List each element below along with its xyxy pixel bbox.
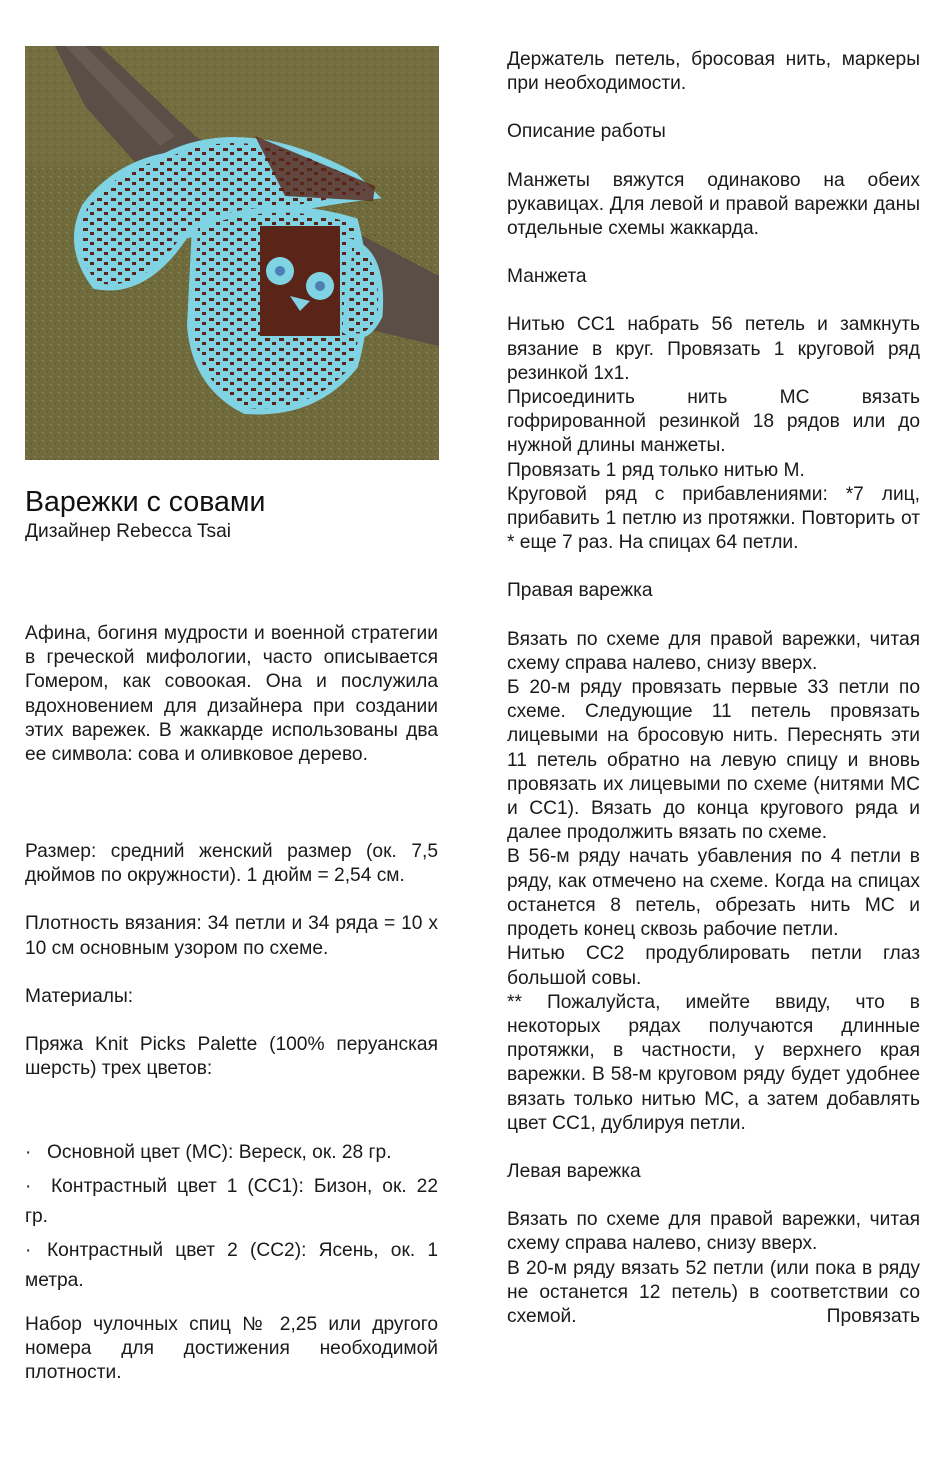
right-mitten-step: В 56-м ряду начать убавления по 4 петли в ряду, как отмечено на схеме. Когда на спицах останется 8 петель, обрезать нить МС и продеть конец сквозь рабочие петли.	[507, 846, 920, 941]
yarn-paragraph: Пряжа Knit Picks Palette (100% перуанская шерсть) трех цветов:	[25, 1034, 438, 1080]
cuff-step: Присоединить нить МС вязать гофрированной резинкой 18 рядов или до нужной длины манжеты.	[507, 387, 920, 457]
left-mitten-instructions	[507, 1208, 920, 1329]
cuff-instructions	[507, 313, 920, 555]
color-item-mc: · Основной цвет (МС): Вереск, ок. 28 гр.	[25, 1138, 438, 1168]
cuff-heading: Манжета	[507, 266, 587, 288]
needles-section	[25, 1313, 438, 1386]
color-list	[25, 1138, 438, 1296]
materials-heading: Материалы:	[25, 985, 134, 1007]
right-mitten-heading: Правая варежка	[507, 580, 653, 602]
right-mitten-instructions	[507, 628, 920, 1136]
notions-paragraph: Держатель петель, бросовая нить, маркеры при необходимости.	[507, 49, 920, 95]
pattern-title: Варежки с совами	[25, 486, 266, 518]
mittens-photo	[25, 46, 439, 460]
bullet-icon: ·	[25, 1142, 32, 1163]
specs-section	[25, 840, 438, 1081]
mittens-photo-illustration	[25, 46, 439, 460]
left-mitten-step: Вязать по схеме для правой варежки, читая схему справа налево, снизу вверх.	[507, 1209, 920, 1255]
cuff-step: Круговой ряд с прибавлениями: *7 лиц, прибавить 1 петлю из протяжки. Повторить от * еще 7 раз. На спицах 64 петли.	[507, 483, 920, 554]
right-mitten-step: ** Пожалуйста, имейте ввиду, что в некоторых рядах получаются длинные протяжки, в частности, у верхнего края варежки. В 58-м круговом ряду будет удобнее вязать только нитью МС, а затем добавлять цвет СС1, дублируя петли.	[507, 991, 920, 1134]
left-mitten-heading: Левая варежка	[507, 1160, 641, 1182]
right-column	[507, 48, 920, 1329]
designer-credit: Дизайнер Rebecca Tsai	[25, 521, 232, 542]
cuff-step: Провязать 1 ряд только нитью М.	[507, 459, 805, 481]
needles-paragraph: Набор чулочных спиц № 2,25 или другого номера для достижения необходимой плотности.	[25, 1314, 438, 1384]
bullet-icon: ·	[25, 1176, 32, 1197]
gauge-paragraph: Плотность вязания: 34 петли и 34 ряда = 10 х 10 см основным узором по схеме.	[25, 913, 438, 959]
work-heading: Описание работы	[507, 121, 666, 143]
left-column	[25, 622, 438, 767]
color-item-cc2: · Контрастный цвет 2 (СС2): Ясень, ок. 1 метра.	[25, 1236, 438, 1296]
cuff-step: Нитью СС1 набрать 56 петель и замкнуть вязание в круг. Провязать 1 круговой ряд резинкой 1х1.	[507, 314, 920, 384]
bullet-icon: ·	[25, 1240, 32, 1261]
work-intro: Манжеты вяжутся одинаково на обеих рукавицах. Для левой и правой варежки даны отдельные схемы жаккарда.	[507, 169, 920, 240]
left-mitten-step: В 20-м ряду вязать 52 петли (или пока в ряду не останется 12 петель) в соответствии со схемой. Провязать	[507, 1257, 920, 1327]
intro-paragraph: Афина, богиня мудрости и военной стратегии в греческой мифологии, часто описывается Гомером, как совоокая. Она и послужила вдохновением для дизайнера при создании этих варежек. В жаккарде использованы два ее символа: сова и оливковое дерево.	[25, 623, 438, 766]
color-item-cc1: · Контрастный цвет 1 (СС1): Бизон, ок. 22 гр.	[25, 1172, 438, 1232]
right-mitten-step: Нитью СС2 продублировать петли глаз большой совы.	[507, 943, 920, 989]
right-mitten-step: Б 20-м ряду провязать первые 33 петли по схеме. Следующие 11 петель провязать лицевыми на бросовую нить. Переснять эти 11 петель обратно на левую спицу и вновь провязать их лицевыми по схеме (нитями МС и СС1). Вязать до конца кругового ряда и далее продолжить вязать по схеме.	[507, 677, 920, 844]
size-paragraph: Размер: средний женский размер (ок. 7,5 дюймов по окружности). 1 дюйм = 2,54 см.	[25, 841, 438, 887]
right-mitten-step: Вязать по схеме для правой варежки, читая схему справа налево, снизу вверх.	[507, 628, 920, 674]
